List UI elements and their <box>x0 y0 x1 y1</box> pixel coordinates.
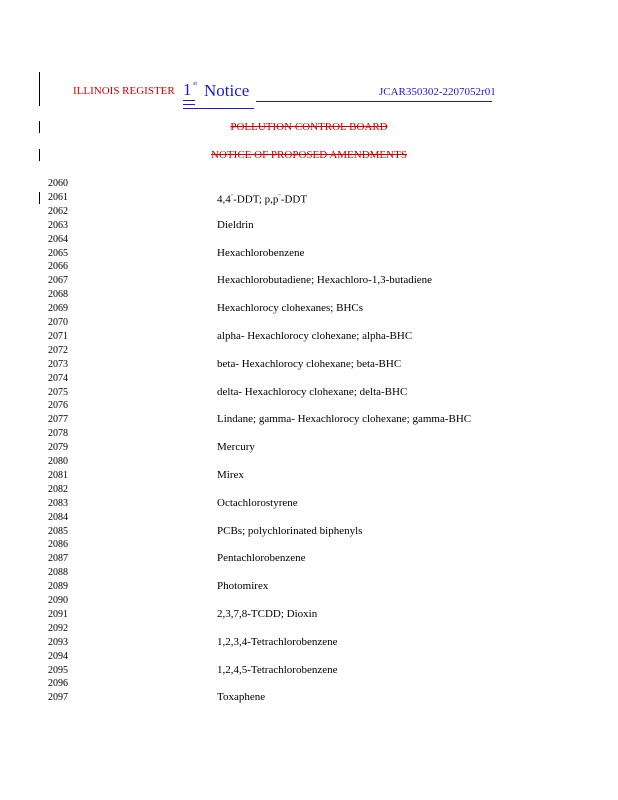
line-number: 2060 <box>48 178 68 189</box>
line-number: 2067 <box>48 275 68 287</box>
line-number: 2086 <box>48 539 68 551</box>
chemical-item: 2,3,7,8-TCDD; Dioxin <box>217 607 318 620</box>
revision-bar <box>39 72 40 106</box>
chemical-item: PCBs; polychlorinated biphenyls <box>217 524 363 537</box>
prime-mark: '′ <box>278 193 281 200</box>
line-number: 2066 <box>48 261 68 273</box>
line-number: 2068 <box>48 289 68 301</box>
register-name: ILLINOIS REGISTER <box>73 85 175 97</box>
line-number: 2094 <box>48 650 68 662</box>
page-number: 1 <box>183 80 192 99</box>
line-number: 2062 <box>48 205 68 217</box>
notice-label: Notice <box>204 81 250 100</box>
line-number: 2073 <box>48 358 68 370</box>
underline <box>183 108 254 109</box>
chemical-item: Mercury <box>217 441 255 454</box>
line-number: 2087 <box>48 553 68 565</box>
chemical-item: alpha- Hexachlorocy clohexane; alpha-BHC <box>217 329 413 342</box>
underline <box>183 104 195 105</box>
board-title: POLLUTION CONTROL BOARD <box>230 121 388 133</box>
line-number: 2083 <box>48 497 68 509</box>
chemical-item: Toxaphene <box>217 691 266 704</box>
line-number: 2071 <box>48 330 68 342</box>
line-number: 2082 <box>48 483 68 495</box>
line-number: 2064 <box>48 233 68 245</box>
chemical-item <box>217 191 307 207</box>
line-number: 2089 <box>48 581 68 593</box>
line-number: 2096 <box>48 678 68 690</box>
line-number: 2090 <box>48 595 68 606</box>
underline <box>183 100 195 101</box>
prime-mark: '′ <box>230 193 234 200</box>
chemical-item: Lindane; gamma- Hexachlorocy clohexane; gamma-BHC <box>217 413 472 426</box>
chemical-item: Dieldrin <box>217 218 254 231</box>
line-number: 2093 <box>48 636 68 648</box>
chemical-item: Octachlorostyrene <box>217 496 298 509</box>
line-number: 2061 <box>48 191 68 203</box>
line-number: 2069 <box>48 303 68 315</box>
notice-title: NOTICE OF PROPOSED AMENDMENTS <box>211 149 407 161</box>
underline <box>256 101 492 102</box>
page-number-superscript: st <box>193 81 198 87</box>
revision-bar <box>39 192 40 204</box>
chemical-item: delta- Hexachlorocy clohexane; delta-BHC <box>217 385 408 398</box>
chem-text: 4,4 <box>217 193 231 206</box>
document-code: JCAR350302-2207052r01 <box>379 86 496 98</box>
line-number: 2076 <box>48 400 68 412</box>
chemical-item: Hexachlorobenzene <box>217 246 305 259</box>
line-number: 2072 <box>48 344 68 356</box>
chemical-item: 1,2,3,4-Tetrachlorobenzene <box>217 635 338 648</box>
line-number: 2092 <box>48 622 68 634</box>
line-number: 2080 <box>48 456 68 467</box>
chemical-item: Hexachlorobutadiene; Hexachloro-1,3-butadiene <box>217 274 433 287</box>
line-number: 2079 <box>48 442 68 454</box>
line-number: 2085 <box>48 525 68 537</box>
line-number: 2084 <box>48 511 68 523</box>
line-number: 2097 <box>48 692 68 704</box>
line-number: 2095 <box>48 664 68 676</box>
chem-text: -DDT <box>280 193 308 206</box>
chem-text: -DDT; p,p <box>233 193 279 206</box>
chemical-item: Photomirex <box>217 580 269 593</box>
chemical-item: Mirex <box>217 468 244 481</box>
chemical-item: beta- Hexachlorocy clohexane; beta-BHC <box>217 357 402 370</box>
line-number: 2088 <box>48 567 68 579</box>
chemical-item: Hexachlorocy clohexanes; BHCs <box>217 302 364 315</box>
chemical-item: Pentachlorobenzene <box>217 552 306 565</box>
line-number: 2078 <box>48 428 68 440</box>
line-number: 2075 <box>48 386 68 398</box>
line-number: 2074 <box>48 372 68 384</box>
line-number: 2070 <box>48 317 68 328</box>
line-number: 2081 <box>48 469 68 481</box>
chemical-item: 1,2,4,5-Tetrachlorobenzene <box>217 663 338 676</box>
line-number: 2091 <box>48 608 68 620</box>
line-number: 2063 <box>48 219 68 231</box>
line-number: 2077 <box>48 414 68 426</box>
line-number: 2065 <box>48 247 68 259</box>
